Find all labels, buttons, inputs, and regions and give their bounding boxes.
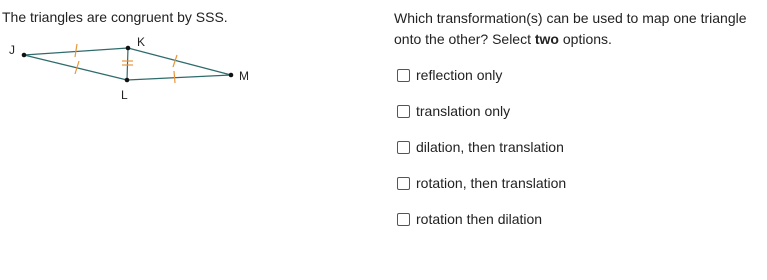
point-k [126,46,131,51]
question-emphasis: two [534,31,559,47]
option-label: reflection only [416,67,503,83]
label-m: M [239,69,249,83]
option-label: rotation then dilation [416,211,543,227]
tick-lm [174,71,175,83]
segment-km [128,48,231,75]
label-k: K [137,35,146,49]
triangles-figure [0,0,300,120]
option-translation-only[interactable] [397,102,566,120]
option-dilation-then-translation[interactable] [397,138,566,156]
point-m [229,73,234,78]
option-label: rotation, then translation [416,175,567,191]
checkbox[interactable] [397,213,410,226]
point-l [125,78,130,83]
question-part2: options. [558,31,612,47]
option-label: translation only [416,103,511,119]
option-rotation-then-dilation[interactable] [397,210,566,228]
segment-jl [24,55,127,80]
segment-lm [127,75,231,80]
congruence-ticks [75,44,177,83]
point-j [22,53,27,58]
checkbox[interactable] [397,177,410,190]
answer-options [397,66,566,246]
tick-jk [75,44,77,57]
question-text [394,8,766,50]
problem-statement: The triangles are congruent by SSS. [2,9,228,25]
checkbox[interactable] [397,105,410,118]
question-part1: Which transformation(s) can be used to map one triangle onto the other? Select [394,10,747,47]
checkbox[interactable] [397,69,410,82]
segment-kl [127,48,128,80]
option-label: dilation, then translation [416,139,564,155]
label-j: J [9,43,15,57]
label-l: L [121,88,128,102]
checkbox[interactable] [397,141,410,154]
option-rotation-then-translation[interactable] [397,174,566,192]
option-reflection-only[interactable] [397,66,566,84]
triangle-segments [24,48,231,80]
triangles-diagram [0,0,300,120]
